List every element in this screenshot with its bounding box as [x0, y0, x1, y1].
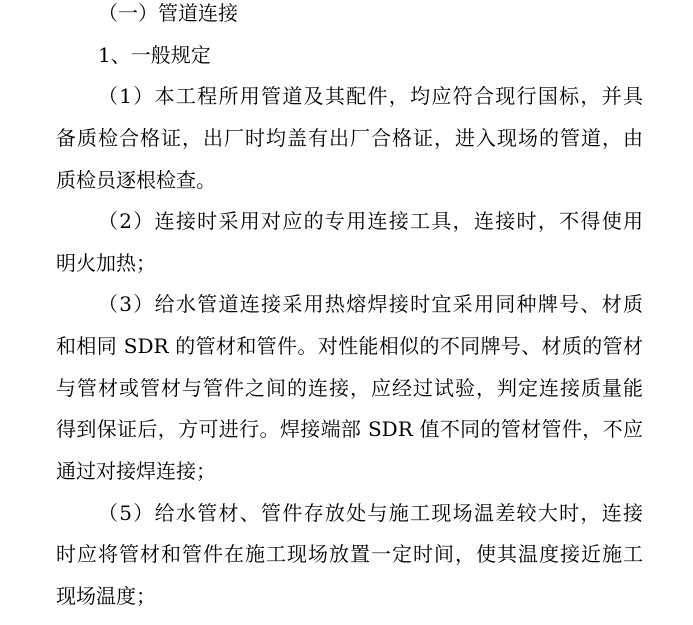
paragraph-1	[56, 83, 643, 208]
section-heading: （一）管道连接	[98, 1, 238, 25]
paragraph-line: 现场温度；	[56, 583, 156, 608]
paragraph-line: 质检员逐根检查。	[56, 167, 216, 192]
paragraph-line: 时应将管材和管件在施工现场放置一定时间，使其温度接近施工	[56, 542, 643, 567]
paragraph-line: （5）给水管材、管件存放处与施工现场温差较大时，连接	[98, 500, 643, 525]
paragraph-line: 和相同 SDR 的管材和管件。对性能相似的不同牌号、材质的管材	[56, 334, 643, 359]
document-page	[56, 0, 643, 625]
paragraph-5	[56, 500, 643, 625]
paragraph-line: （2）连接时采用对应的专用连接工具，连接时，不得使用	[98, 209, 643, 234]
paragraph-line: （3）给水管道连接采用热熔焊接时宜采用同种牌号、材质	[98, 292, 643, 317]
paragraph-line: 与管材或管材与管件之间的连接，应经过试验，判定连接质量能	[56, 375, 643, 400]
paragraph-3	[56, 291, 643, 499]
paragraph-line: 通过对接焊连接；	[56, 459, 216, 484]
paragraph-line: 明火加热；	[56, 250, 156, 275]
paragraph-2	[56, 208, 643, 291]
paragraph-line: （1）本工程所用管道及其配件，均应符合现行国标，并具	[98, 84, 643, 109]
paragraph-line: 得到保证后，方可进行。焊接端部 SDR 值不同的管材管件，不应	[56, 417, 643, 442]
subsection-heading: 1、一般规定	[98, 42, 211, 67]
paragraph-line: 备质检合格证，出厂时均盖有出厂合格证，进入现场的管道，由	[56, 125, 643, 150]
